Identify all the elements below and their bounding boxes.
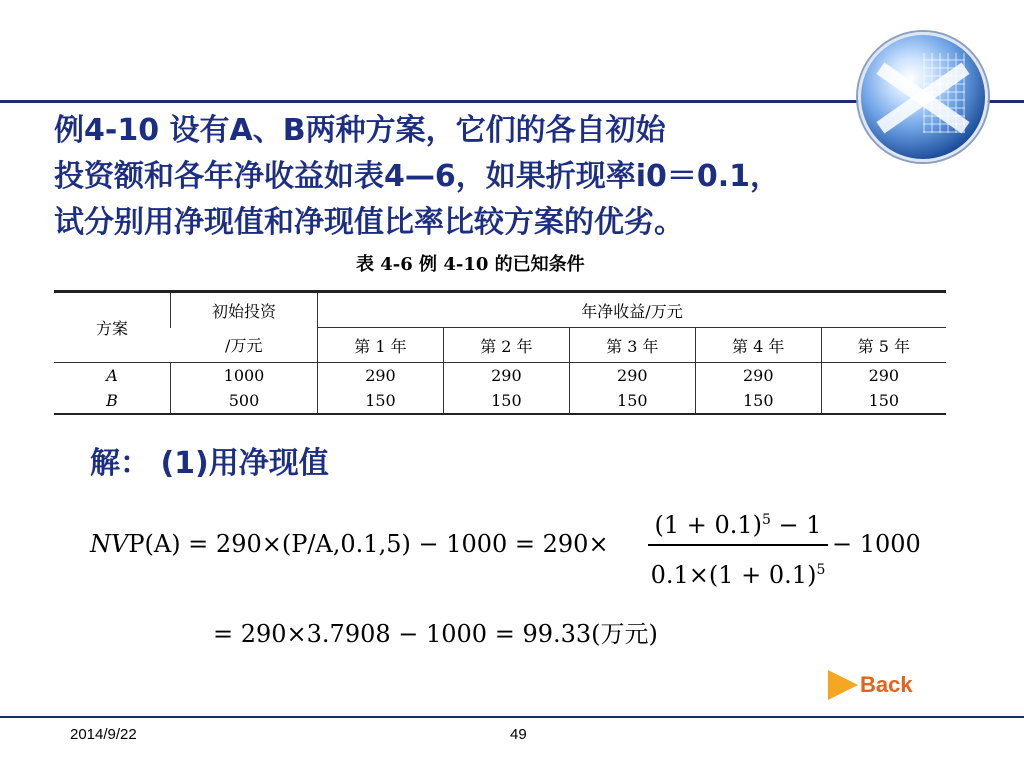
fraction-denominator: $0.1\times(1 + 0.1)^5$ xyxy=(650,561,826,589)
table-caption: 表 4-6 例 4-10 的已知条件 xyxy=(356,254,585,275)
fraction-numerator: $(1 + 0.1)^5 - 1$ xyxy=(654,511,822,539)
cell-scheme: A xyxy=(106,366,118,385)
cell-value: 290 xyxy=(569,363,695,389)
header-year-2: 第 2 年 xyxy=(443,328,569,363)
cell-value: 150 xyxy=(695,388,821,414)
cell-value: 150 xyxy=(443,388,569,414)
solution-label: 解： (1)用净现值 xyxy=(90,446,329,481)
table-row xyxy=(54,388,946,414)
npv-formula-left: P(A) = 290×(P/A,0.1,5) − 1000 = 290× xyxy=(128,530,609,558)
header-year-1: 第 1 年 xyxy=(318,328,444,363)
header-year-3: 第 3 年 xyxy=(569,328,695,363)
header-year-4: 第 4 年 xyxy=(695,328,821,363)
cell-invest: 500 xyxy=(171,388,318,414)
conditions-table xyxy=(54,290,946,415)
annuity-fraction xyxy=(648,500,828,590)
cell-value: 290 xyxy=(821,363,946,389)
table-row xyxy=(54,363,946,389)
cell-value: 150 xyxy=(569,388,695,414)
page-number: 49 xyxy=(510,726,527,743)
npv-formula-line2: = 290×3.7908 − 1000 = 99.33(万元) xyxy=(213,620,658,648)
header-income: 年净收益/万元 xyxy=(318,292,947,328)
back-button[interactable] xyxy=(828,668,913,702)
fraction-bar xyxy=(648,544,828,546)
header-scheme: 方案 xyxy=(95,319,128,338)
cell-value: 150 xyxy=(318,388,444,414)
cell-value: 290 xyxy=(695,363,821,389)
play-arrow-icon xyxy=(828,670,858,700)
cell-value: 290 xyxy=(443,363,569,389)
problem-line-1: 例4-10 设有A、B两种方案，它们的各自初始 xyxy=(54,113,666,148)
problem-line-3: 试分别用净现值和净现值比率比较方案的优劣。 xyxy=(54,205,684,240)
header-invest-line2: /万元 xyxy=(225,336,263,356)
cell-scheme: B xyxy=(106,391,118,410)
problem-statement xyxy=(54,108,984,246)
header-invest-line1: 初始投资 xyxy=(171,292,318,328)
npv-formula-line1 xyxy=(90,530,609,558)
cell-value: 150 xyxy=(821,388,946,414)
cell-value: 290 xyxy=(318,363,444,389)
header-year-5: 第 5 年 xyxy=(821,328,946,363)
npv-symbol: NV xyxy=(90,530,129,558)
problem-line-2: 投资额和各年净收益如表4—6，如果折现率i0＝0.1， xyxy=(54,159,781,194)
footer-date: 2014/9/22 xyxy=(70,726,137,743)
cell-invest: 1000 xyxy=(171,363,318,389)
bottom-divider xyxy=(0,716,1024,718)
back-button-label: Back xyxy=(860,672,913,697)
npv-formula-right: − 1000 xyxy=(832,530,921,558)
